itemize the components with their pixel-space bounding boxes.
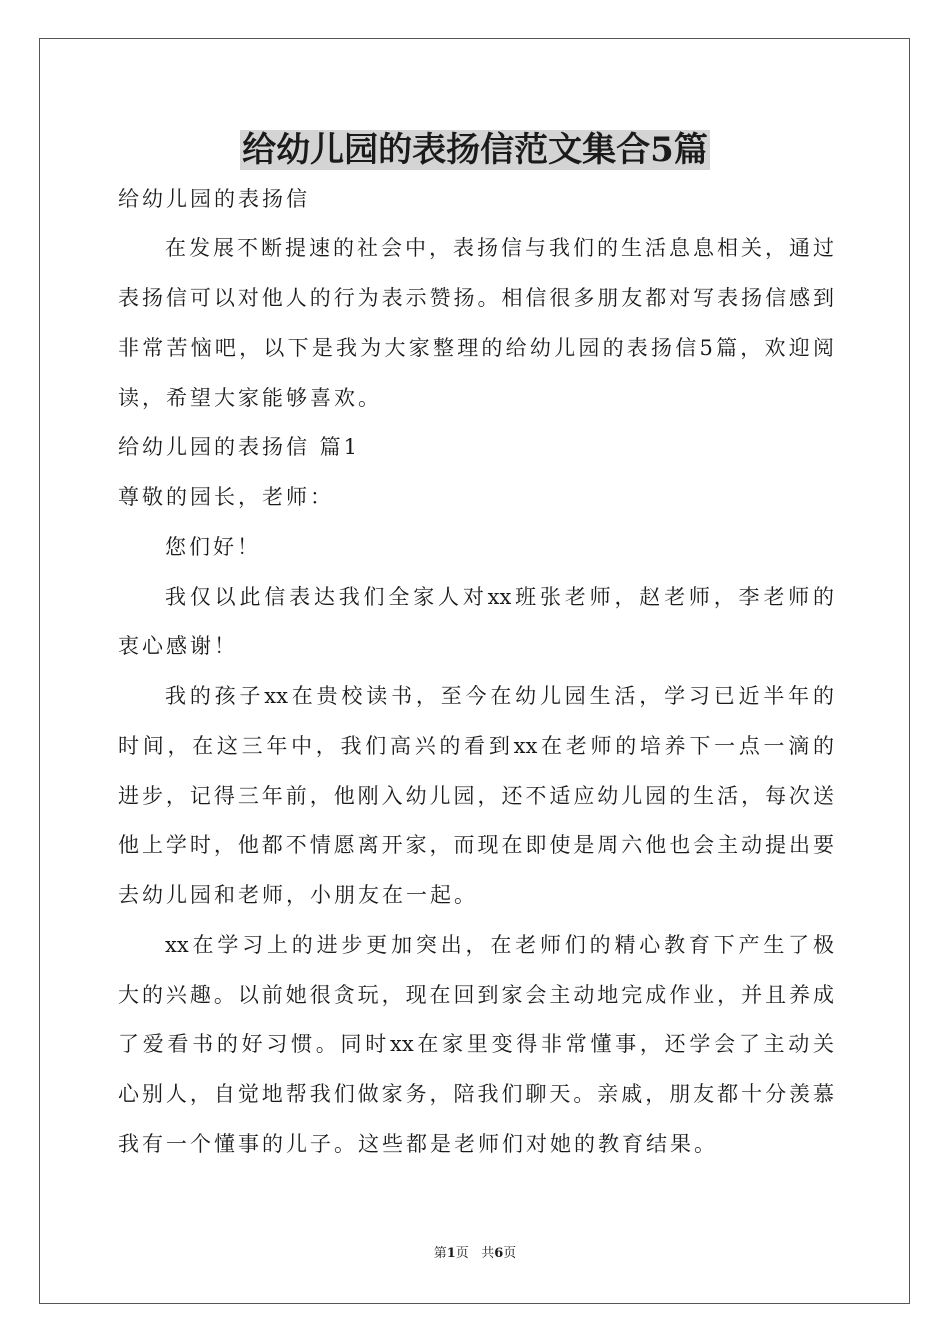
total-page-count: 6 [494, 1246, 504, 1261]
paragraph-line: 非常苦恼吧，以下是我为大家整理的给幼儿园的表扬信5篇，欢迎阅 [118, 336, 834, 360]
page-label-suffix: 页 [455, 1246, 469, 1261]
page-label-prefix: 第 [433, 1246, 447, 1261]
paragraph-line: xx在学习上的进步更加突出，在老师们的精心教育下产生了极 [165, 933, 834, 957]
paragraph-line: 我有一个懂事的儿子。这些都是老师们对她的教育结果。 [118, 1132, 718, 1156]
document-title [0, 126, 950, 174]
total-label-prefix: 共 [481, 1246, 495, 1261]
paragraph-line: 了爱看书的好习惯。同时xx在家里变得非常懂事，还学会了主动关 [118, 1032, 834, 1056]
paragraph-line: 衷心感谢！ [118, 634, 238, 658]
paragraph-line: 心别人，自觉地帮我们做家务，陪我们聊天。亲戚，朋友都十分羡慕 [118, 1082, 834, 1106]
letter-heading: 给幼儿园的表扬信 篇1 [118, 435, 361, 459]
page-border [39, 38, 910, 1304]
section-heading: 给幼儿园的表扬信 [118, 187, 310, 211]
paragraph-line: 进步，记得三年前，他刚入幼儿园，还不适应幼儿园的生活，每次送 [118, 784, 834, 808]
paragraph-line: 大的兴趣。以前她很贪玩，现在回到家会主动地完成作业，并且养成 [118, 983, 834, 1007]
paragraph-line: 在发展不断提速的社会中，表扬信与我们的生活息息相关，通过 [165, 236, 834, 260]
salutation: 尊敬的园长，老师： [118, 485, 334, 509]
paragraph-line: 表扬信可以对他人的行为表示赞扬。相信很多朋友都对写表扬信感到 [118, 286, 834, 310]
paragraph-line: 我的孩子xx在贵校读书，至今在幼儿园生活，学习已近半年的 [165, 684, 834, 708]
paragraph-line: 去幼儿园和老师，小朋友在一起。 [118, 883, 478, 907]
greeting: 您们好！ [165, 535, 261, 559]
document-title-text: 给幼儿园的表扬信范文集合5篇 [242, 130, 708, 170]
paragraph-line: 我仅以此信表达我们全家人对xx班张老师，赵老师，李老师的 [165, 585, 834, 609]
paragraph-line: 时间，在这三年中，我们高兴的看到xx在老师的培养下一点一滴的 [118, 734, 834, 758]
current-page-number: 1 [446, 1246, 456, 1261]
page-footer [0, 1245, 950, 1263]
paragraph-line: 读，希望大家能够喜欢。 [118, 386, 382, 410]
total-label-suffix: 页 [503, 1246, 517, 1261]
paragraph-line: 他上学时，他都不情愿离开家，而现在即使是周六他也会主动提出要 [118, 833, 834, 857]
